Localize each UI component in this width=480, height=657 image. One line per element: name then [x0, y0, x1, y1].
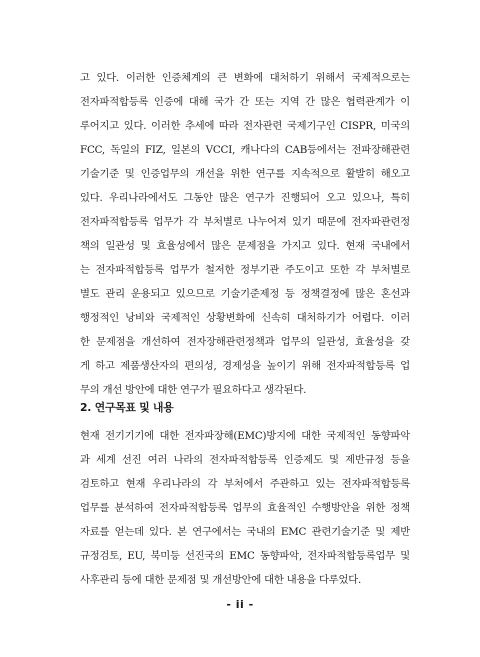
page-number: - ii - — [226, 598, 254, 611]
paragraph-line: 별도 관리 운용되고 있으므로 기술기준제정 등 정책결정에 많은 혼선과 — [80, 288, 410, 300]
paragraph-line: 검토하고 현재 우리나라의 각 부처에서 주관하고 있는 전자파적합등록 — [80, 478, 410, 490]
paragraph-line: 전자파적합등록 업무가 각 부처별로 나누어져 있기 때문에 전자파관련정 — [80, 216, 410, 228]
section-heading: 2. 연구목표 및 내용 — [80, 401, 174, 414]
objectives-paragraph — [80, 424, 410, 592]
paragraph-line: 루어지고 있다. 이러한 추세에 따라 전자관련 국제기구인 CISPR, 미국의 — [80, 120, 410, 132]
paragraph-line: 있다. 우리나라에서도 그동안 많은 연구가 진행되어 오고 있으나, 특히 — [80, 192, 410, 204]
paragraph-line: 자료를 얻는데 있다. 본 연구에서는 국내의 EMC 관련기술기준 및 제반 — [80, 526, 410, 538]
paragraph-line: 는 전자파적합등록 업무가 철저한 정부기관 주도이고 또한 각 부처별로 — [80, 264, 410, 276]
paragraph-line: 과 세계 선진 여러 나라의 전자파적합등록 인증제도 및 제반규정 등을 — [80, 454, 410, 466]
intro-paragraph — [80, 66, 410, 402]
paragraph-line: 한 문제점을 개선하여 전자장해관련정책과 업무의 일관성, 효율성을 갖 — [80, 336, 410, 348]
paragraph-line: 전자파적합등록 인증에 대해 국가 간 또는 지역 간 많은 협력관계가 이 — [80, 96, 410, 108]
paragraph-line: 현재 전기기기에 대한 전자파장해(EMC)방지에 대한 국제적인 동향파악 — [80, 430, 410, 442]
paragraph-line: 기술기준 및 인증업무의 개선을 위한 연구를 지속적으로 활발히 해오고 — [80, 168, 410, 180]
paragraph-line: 업무를 분석하여 전자파적합등록 업무의 효율적인 수행방안을 위한 정책 — [80, 502, 410, 514]
paragraph-line: 게 하고 제품생산자의 편의성, 경제성을 높이기 위해 전자파적합등록 업 — [80, 360, 410, 372]
paragraph-line: 행정적인 낭비와 국제적인 상황변화에 신속히 대처하기가 어렵다. 이러 — [80, 312, 410, 324]
paragraph-line: 무의 개선 방안에 대한 연구가 필요하다고 생각된다. — [80, 384, 307, 396]
paragraph-line: FCC, 독일의 FIZ, 일본의 VCCI, 캐나다의 CAB등에서는 전파장해관련 — [80, 144, 410, 156]
paragraph-line: 고 있다. 이러한 인증체계의 큰 변화에 대처하기 위해서 국제적으로는 — [80, 72, 410, 84]
paragraph-line: 책의 일관성 및 효율성에서 많은 문제점을 가지고 있다. 현재 국내에서 — [80, 240, 410, 252]
paragraph-line: 사후관리 등에 대한 문제점 및 개선방안에 대한 내용을 다루었다. — [80, 574, 362, 586]
paragraph-line: 규정검토, EU, 북미등 선진국의 EMC 동향파악, 전자파적합등록업무 및 — [80, 550, 410, 562]
